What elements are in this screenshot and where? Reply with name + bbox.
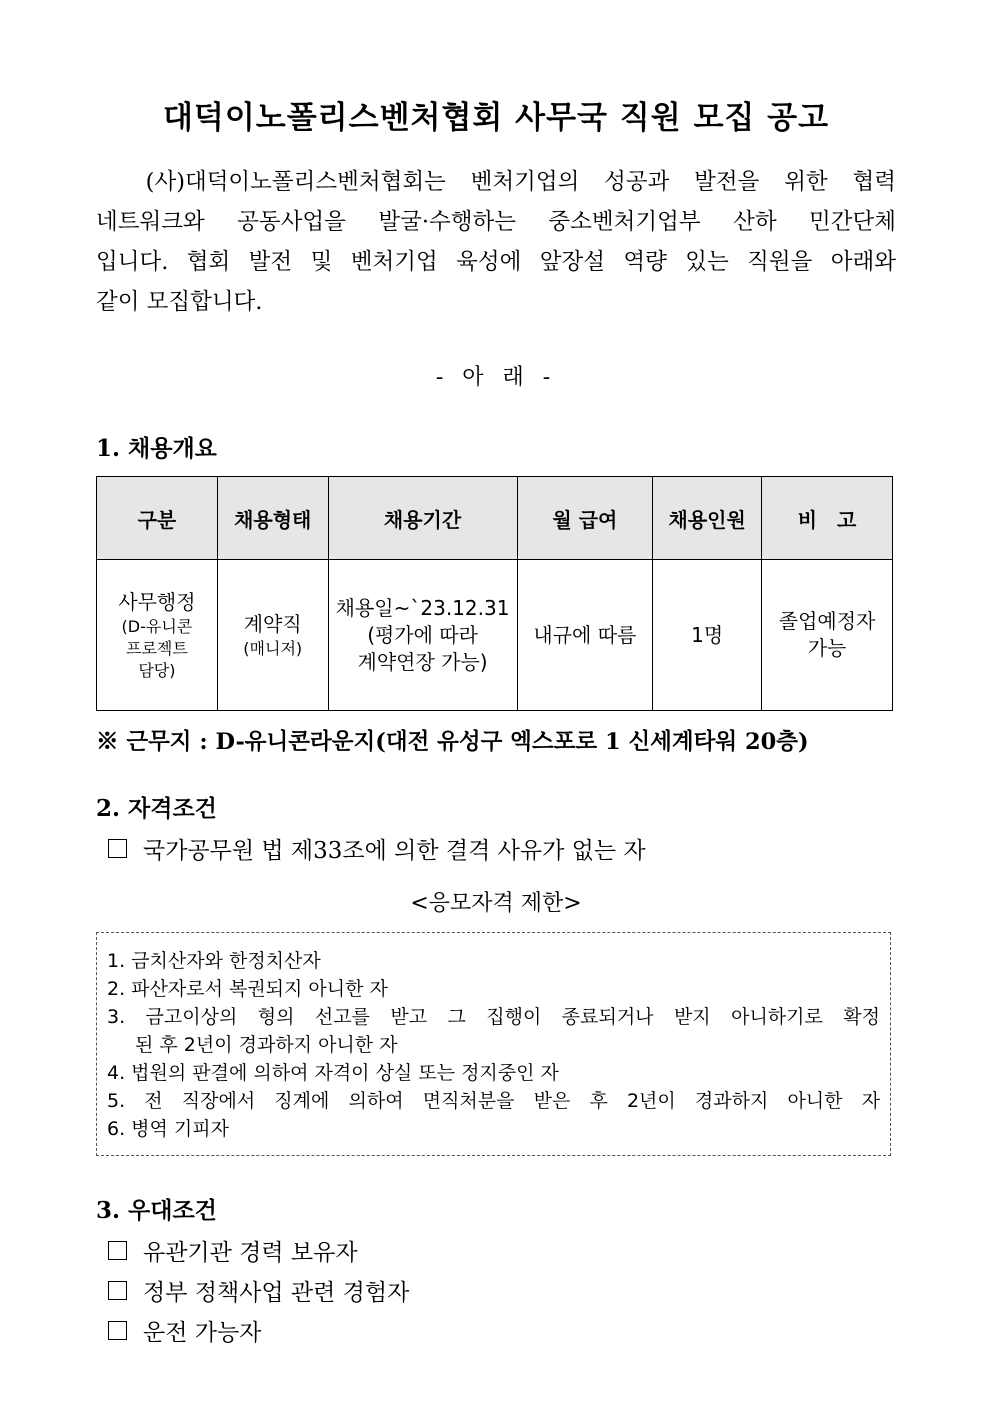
restriction-subheading: <응모자격 제한>	[410, 891, 582, 916]
qualification-item	[108, 832, 646, 865]
checkbox-icon	[108, 839, 127, 858]
intro-paragraph	[96, 162, 896, 322]
category-main: 사무행정	[118, 589, 196, 614]
qualification-text: 국가공무원 법 제33조에 의한 결격 사유가 없는 자	[143, 838, 646, 864]
list-item	[107, 1115, 880, 1143]
intro-line: (사)대덕이노폴리스벤처협회는 벤처기업의 성공과 발전을 위한 협력	[96, 169, 896, 195]
cell-type	[217, 560, 328, 711]
intro-line: 네트워크와 공동사업을 발굴·수행하는 중소벤처기업부 산하 민간단체	[96, 209, 896, 235]
restriction-text: 1. 금치산자와 한정치산자	[107, 950, 321, 972]
period-line: (평가에 따라	[367, 622, 478, 647]
header-remark: 비 고	[762, 477, 893, 560]
restriction-box	[96, 932, 891, 1156]
category-sub: 프로젝트	[125, 638, 188, 658]
table-header-row	[97, 477, 893, 560]
cell-period	[328, 560, 517, 711]
intro-line: 같이 모집합니다.	[96, 289, 263, 315]
list-item	[107, 1003, 880, 1059]
worksite-note: ※ 근무지 : D-유니콘라운지(대전 유성구 엑스포로 1 신세계타워 20층)	[96, 729, 809, 755]
type-sub: (매니저)	[243, 638, 303, 658]
header-type: 채용형태	[217, 477, 328, 560]
preference-text: 운전 가능자	[143, 1320, 262, 1346]
period-line: 계약연장 가능)	[357, 649, 488, 674]
type-main: 계약직	[243, 611, 302, 636]
list-item	[107, 975, 880, 1003]
restriction-text: 6. 병역 기피자	[107, 1118, 229, 1140]
restriction-text: 4. 법원의 판결에 의하여 자격이 상실 또는 정지중인 자	[107, 1062, 559, 1084]
category-sub: 담당)	[138, 660, 176, 680]
restriction-text: 5. 전 직장에서 징계에 의하여 면직처분을 받은 후 2년이 경과하지 아니한 자	[107, 1090, 880, 1112]
list-item	[107, 947, 880, 975]
preference-item	[108, 1274, 409, 1307]
header-headcount: 채용인원	[653, 477, 762, 560]
list-item	[107, 1059, 880, 1087]
restriction-text: 3. 금고이상의 형의 선고를 받고 그 집행이 종료되거나 받지 아니하기로 확정	[107, 1006, 880, 1028]
section-heading-preference: 3. 우대조건	[96, 1197, 217, 1224]
intro-line: 입니다. 협회 발전 및 벤처기업 육성에 앞장설 역량 있는 직원을 아래와	[96, 249, 896, 275]
restriction-text: 된 후 2년이 경과하지 아니한 자	[135, 1034, 398, 1056]
checkbox-icon	[108, 1241, 127, 1260]
table-row	[97, 560, 893, 711]
period-line: 채용일~`23.12.31	[335, 595, 510, 620]
preference-item	[108, 1234, 358, 1267]
cell-salary: 내규에 따름	[517, 560, 653, 711]
page-title: 대덕이노폴리스벤처협회 사무국 직원 모집 공고	[162, 100, 830, 136]
cell-remark	[762, 560, 893, 711]
header-period: 채용기간	[328, 477, 517, 560]
list-item	[107, 1087, 880, 1115]
section-heading-qualification: 2. 자격조건	[96, 795, 217, 822]
remark-line: 가능	[807, 636, 847, 660]
header-salary: 월 급여	[517, 477, 653, 560]
header-category: 구분	[97, 477, 218, 560]
restriction-text: 2. 파산자로서 복권되지 아니한 자	[107, 978, 388, 1000]
category-sub: (D-유니콘	[121, 616, 193, 636]
preference-text: 정부 정책사업 관련 경험자	[143, 1280, 410, 1306]
arae-divider: - 아 래 -	[435, 365, 557, 390]
preference-text: 유관기관 경력 보유자	[143, 1240, 358, 1266]
section-heading-overview: 1. 채용개요	[96, 435, 217, 462]
cell-category	[97, 560, 218, 711]
checkbox-icon	[108, 1321, 127, 1340]
remark-line: 졸업예정자	[778, 609, 876, 633]
cell-headcount: 1명	[653, 560, 762, 711]
checkbox-icon	[108, 1281, 127, 1300]
preference-item	[108, 1314, 261, 1347]
recruitment-table	[96, 476, 893, 711]
